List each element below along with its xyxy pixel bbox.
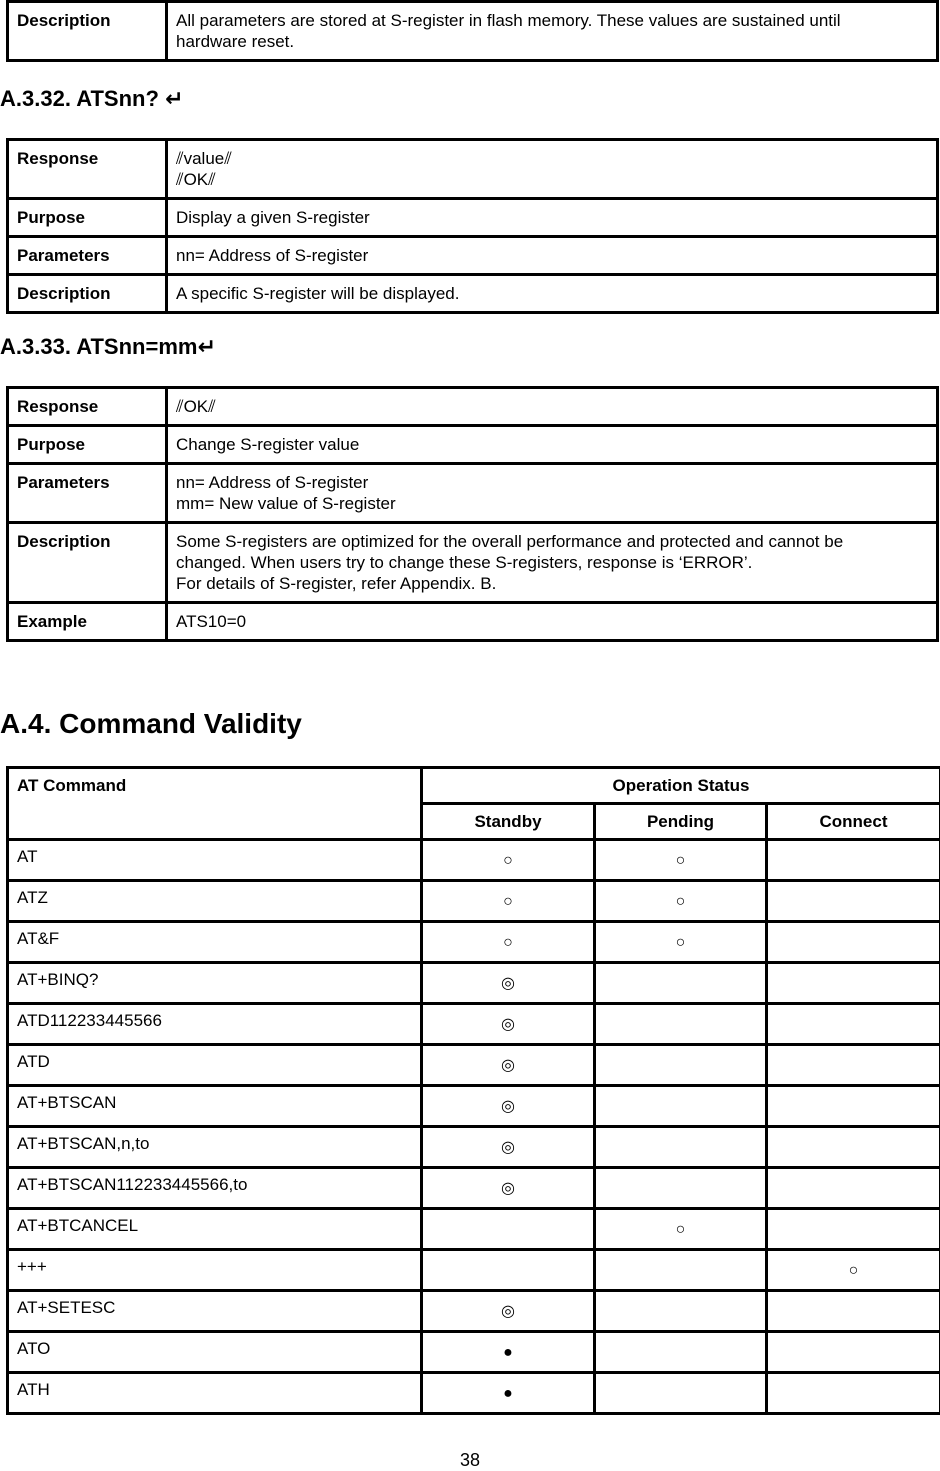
- row-key: Purpose: [8, 426, 167, 464]
- row-value: [167, 2, 938, 61]
- table-row: [8, 388, 938, 426]
- connect-mark-cell: [767, 1127, 940, 1168]
- table-header-row: [8, 768, 940, 804]
- table-row: [8, 1291, 940, 1332]
- connect-mark-cell: [767, 1004, 940, 1045]
- table-row: [8, 199, 938, 237]
- value-line: For details of S-register, refer Appendix. B.: [176, 573, 928, 594]
- command-cell: ATZ: [8, 881, 422, 922]
- table-row: [8, 2, 938, 61]
- atsnn-set-table: [6, 386, 939, 642]
- connect-mark-cell: ○: [767, 1250, 940, 1291]
- table-row: [8, 963, 940, 1004]
- pending-mark-cell: [595, 1332, 767, 1373]
- command-cell: +++: [8, 1250, 422, 1291]
- standby-mark-cell: ●: [422, 1373, 595, 1414]
- standby-mark-cell: ○: [422, 840, 595, 881]
- value-line: mm= New value of S-register: [176, 493, 928, 514]
- value-line: ATS10=0: [176, 611, 928, 632]
- table-row: [8, 1373, 940, 1414]
- row-key: Description: [8, 523, 167, 603]
- table-row: [8, 1209, 940, 1250]
- standby-mark-cell: [422, 1250, 595, 1291]
- value-line: Some S-registers are optimized for the overall performance and protected and cannot be: [176, 531, 928, 552]
- table-row: [8, 1250, 940, 1291]
- row-value: [167, 426, 938, 464]
- pending-mark-cell: ○: [595, 881, 767, 922]
- connect-mark-cell: [767, 1373, 940, 1414]
- command-cell: AT: [8, 840, 422, 881]
- row-key: Parameters: [8, 464, 167, 523]
- pending-mark-cell: [595, 963, 767, 1004]
- table-row: [8, 464, 938, 523]
- connect-mark-cell: [767, 1168, 940, 1209]
- row-value: [167, 603, 938, 641]
- pending-mark-cell: [595, 1045, 767, 1086]
- row-value: [167, 237, 938, 275]
- pending-mark-cell: [595, 1004, 767, 1045]
- connect-mark-cell: [767, 1045, 940, 1086]
- command-cell: ATD112233445566: [8, 1004, 422, 1045]
- connect-mark-cell: [767, 1086, 940, 1127]
- connect-mark-cell: [767, 963, 940, 1004]
- row-key: Purpose: [8, 199, 167, 237]
- standby-mark-cell: ◎: [422, 1086, 595, 1127]
- row-key: Parameters: [8, 237, 167, 275]
- command-cell: AT+BTSCAN: [8, 1086, 422, 1127]
- value-line: A specific S-register will be displayed.: [176, 283, 928, 304]
- standby-mark-cell: ◎: [422, 1045, 595, 1086]
- pending-mark-cell: [595, 1250, 767, 1291]
- standby-mark-cell: ◎: [422, 1291, 595, 1332]
- command-cell: AT+BINQ?: [8, 963, 422, 1004]
- connect-mark-cell: [767, 922, 940, 963]
- command-cell: ATH: [8, 1373, 422, 1414]
- pending-mark-cell: ○: [595, 840, 767, 881]
- value-line: nn= Address of S-register: [176, 472, 928, 493]
- row-value: [167, 464, 938, 523]
- table-row: [8, 1086, 940, 1127]
- standby-mark-cell: ○: [422, 881, 595, 922]
- section-heading-atsnn-query: A.3.32. ATSnn? ↵: [0, 86, 183, 112]
- command-cell: AT+BTCANCEL: [8, 1209, 422, 1250]
- section-heading-atsnn-set: A.3.33. ATSnn=mm↵: [0, 334, 216, 360]
- value-line: ⫽value⫽: [176, 148, 928, 169]
- table-row: [8, 603, 938, 641]
- column-header-standby: Standby: [422, 804, 595, 840]
- column-header-command: AT Command: [8, 768, 422, 840]
- standby-mark-cell: [422, 1209, 595, 1250]
- table-row: [8, 140, 938, 199]
- row-key: Example: [8, 603, 167, 641]
- row-value: [167, 523, 938, 603]
- description-table-continued: [6, 0, 939, 62]
- pending-mark-cell: ○: [595, 1209, 767, 1250]
- standby-mark-cell: ◎: [422, 963, 595, 1004]
- table-row: [8, 237, 938, 275]
- column-header-connect: Connect: [767, 804, 940, 840]
- command-cell: AT&F: [8, 922, 422, 963]
- pending-mark-cell: ○: [595, 922, 767, 963]
- row-key: Description: [8, 275, 167, 313]
- connect-mark-cell: [767, 1291, 940, 1332]
- pending-mark-cell: [595, 1373, 767, 1414]
- row-value: [167, 140, 938, 199]
- command-cell: AT+BTSCAN112233445566,to: [8, 1168, 422, 1209]
- row-value: [167, 199, 938, 237]
- command-cell: AT+SETESC: [8, 1291, 422, 1332]
- atsnn-query-table: [6, 138, 939, 314]
- standby-mark-cell: ◎: [422, 1127, 595, 1168]
- table-row: [8, 922, 940, 963]
- standby-mark-cell: ○: [422, 922, 595, 963]
- table-row: [8, 275, 938, 313]
- validity-rows: [8, 840, 940, 1414]
- pending-mark-cell: [595, 1086, 767, 1127]
- table-row: [8, 426, 938, 464]
- table-row: [8, 1004, 940, 1045]
- section-heading-command-validity: A.4. Command Validity: [0, 708, 302, 740]
- value-line: hardware reset.: [176, 31, 928, 52]
- standby-mark-cell: ◎: [422, 1004, 595, 1045]
- command-cell: AT+BTSCAN,n,to: [8, 1127, 422, 1168]
- standby-mark-cell: ●: [422, 1332, 595, 1373]
- table-row: [8, 840, 940, 881]
- row-value: [167, 388, 938, 426]
- table-row: [8, 523, 938, 603]
- table-row: [8, 881, 940, 922]
- table-row: [8, 1127, 940, 1168]
- value-line: changed. When users try to change these S-registers, response is ‘ERROR’.: [176, 552, 928, 573]
- command-validity-table: [6, 766, 940, 1415]
- row-key: Description: [8, 2, 167, 61]
- table-row: [8, 1045, 940, 1086]
- connect-mark-cell: [767, 881, 940, 922]
- pending-mark-cell: [595, 1127, 767, 1168]
- value-line: All parameters are stored at S-register in flash memory. These values are sustained until: [176, 10, 928, 31]
- connect-mark-cell: [767, 1332, 940, 1373]
- table-row: [8, 1332, 940, 1373]
- value-line: Change S-register value: [176, 434, 928, 455]
- value-line: ⫽OK⫽: [176, 396, 928, 417]
- row-value: [167, 275, 938, 313]
- page-number: 38: [0, 1450, 940, 1471]
- column-header-operation-status: Operation Status: [422, 768, 940, 804]
- connect-mark-cell: [767, 1209, 940, 1250]
- pending-mark-cell: [595, 1291, 767, 1332]
- row-key: Response: [8, 388, 167, 426]
- command-cell: ATD: [8, 1045, 422, 1086]
- command-cell: ATO: [8, 1332, 422, 1373]
- column-header-pending: Pending: [595, 804, 767, 840]
- value-line: Display a given S-register: [176, 207, 928, 228]
- table-row: [8, 1168, 940, 1209]
- value-line: nn= Address of S-register: [176, 245, 928, 266]
- connect-mark-cell: [767, 840, 940, 881]
- standby-mark-cell: ◎: [422, 1168, 595, 1209]
- row-key: Response: [8, 140, 167, 199]
- pending-mark-cell: [595, 1168, 767, 1209]
- value-line: ⫽OK⫽: [176, 169, 928, 190]
